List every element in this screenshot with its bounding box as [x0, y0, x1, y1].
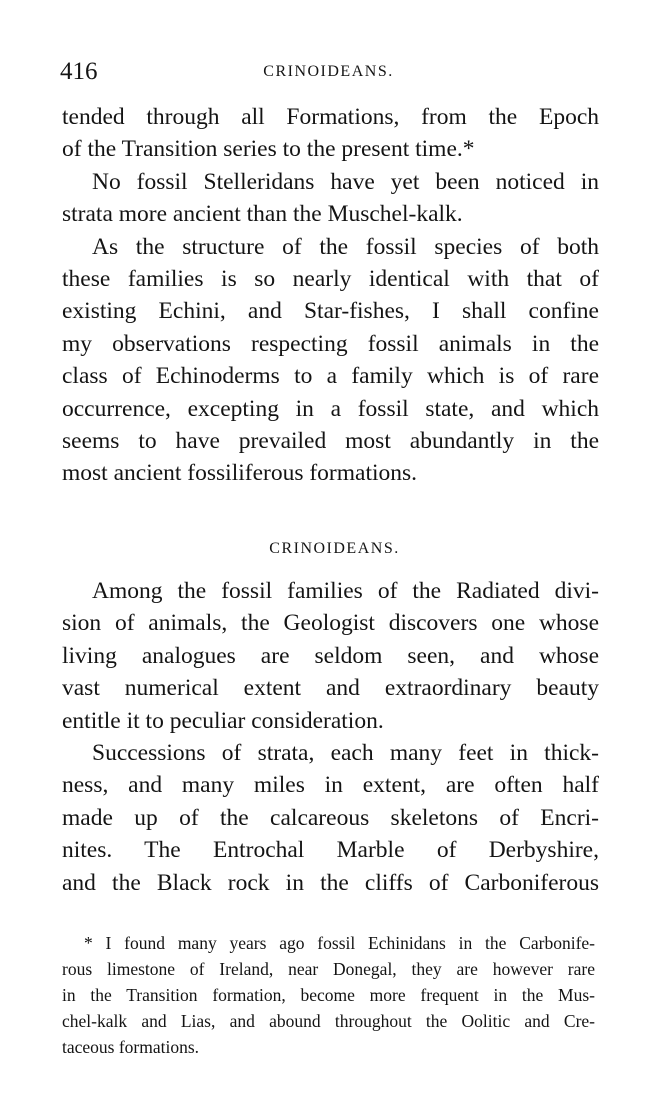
text-line: Among the fossil families of the Radiated divi- — [92, 578, 599, 604]
text-line: tended through all Formations, from the Epoch — [62, 104, 599, 130]
main-text-lower — [62, 575, 599, 899]
text-line: strata more ancient than the Muschel-kalk. — [62, 201, 463, 228]
text-line: these families is so nearly identical with that of — [62, 266, 599, 293]
text-line: No fossil Stelleridans have yet been noticed in — [92, 168, 599, 195]
footnote-line: in the Transition formation, become more frequent in the Mus- — [62, 985, 595, 1005]
text-line: As the structure of the fossil species of both — [92, 233, 599, 260]
paragraph-continuation — [62, 101, 599, 166]
text-line: occurrence, excepting in a fossil state, and which — [62, 395, 599, 422]
text-line: Successions of strata, each many feet in thick- — [92, 740, 599, 767]
footnote — [62, 930, 595, 1060]
text-line: living analogues are seldom seen, and whose — [62, 642, 599, 669]
paragraph-structure — [62, 231, 599, 490]
footnote-line: * I found many years ago fossil Echinidans in the Carbonife- — [84, 933, 595, 953]
text-line: of the Transition series to the present time.* — [62, 136, 475, 163]
text-line: ness, and many miles in extent, are often half — [62, 772, 599, 799]
paragraph-successions — [62, 737, 599, 899]
main-text-upper — [62, 101, 599, 490]
text-line: and the Black rock in the cliffs of Carboniferous — [62, 869, 599, 896]
paragraph-radiated — [62, 575, 599, 737]
text-line: most ancient fossiliferous formations. — [62, 460, 418, 487]
footnote-line: rous limestone of Ireland, near Donegal, they are however rare — [62, 959, 595, 979]
text-line: my observations respecting fossil animals in the — [62, 330, 599, 357]
running-head — [60, 58, 597, 88]
footnote-line: chel-kalk and Lias, and abound throughout the Oolitic and Cre- — [62, 1011, 595, 1031]
running-title: CRINOIDEANS. — [263, 63, 394, 80]
text-line: entitle it to peculiar consideration. — [62, 707, 384, 734]
text-line: seems to have prevailed most abundantly in the — [62, 428, 599, 455]
page-number: 416 — [60, 58, 98, 85]
text-line: vast numerical extent and extraordinary beauty — [62, 675, 599, 702]
text-line: made up of the calcareous skeletons of Encri- — [62, 804, 599, 831]
text-line: existing Echini, and Star-fishes, I shall confine — [62, 298, 599, 325]
footnote-line: taceous formations. — [62, 1037, 200, 1057]
text-line: class of Echinoderms to a family which is of rare — [62, 363, 599, 390]
paragraph-stelleridans — [62, 166, 599, 231]
text-line: nites. The Entrochal Marble of Derbyshire, — [62, 837, 599, 864]
text-line: sion of animals, the Geologist discovers one whose — [62, 610, 599, 637]
section-heading: CRINOIDEANS. — [269, 540, 400, 557]
